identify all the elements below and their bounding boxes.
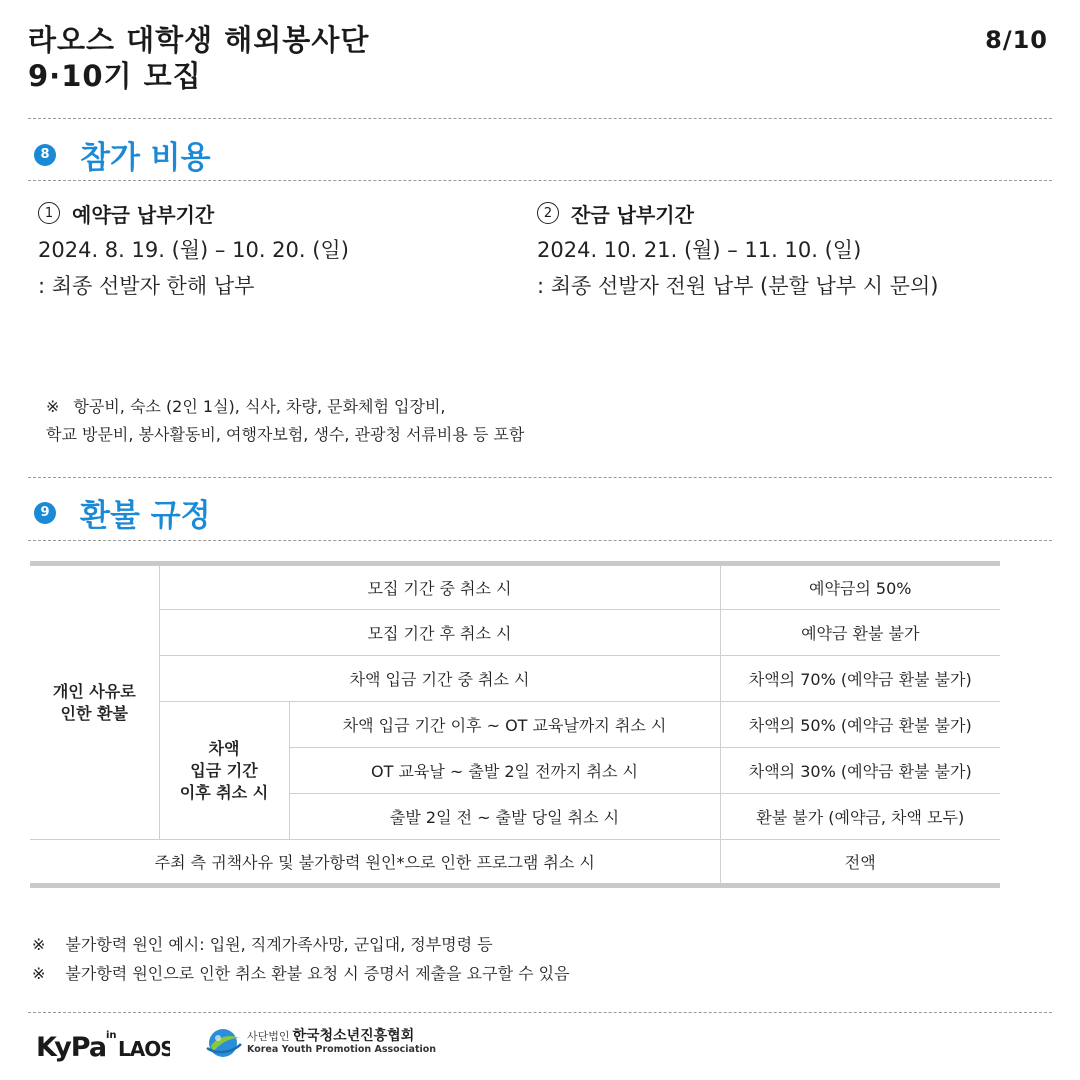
divider	[28, 118, 1052, 119]
title-line-1: 라오스 대학생 해외봉사단	[28, 23, 370, 57]
page-title	[28, 22, 369, 94]
deposit-period: 2024. 8. 19. (월) – 10. 20. (일)	[38, 238, 349, 262]
title-line-2: 9·10기 모집	[28, 59, 202, 93]
condition-cell: OT 교육날 ~ 출발 2일 전까지 취소 시	[289, 748, 720, 794]
balance-heading	[537, 198, 938, 228]
table-row	[30, 610, 1000, 656]
includes-line-2: 학교 방문비, 봉사활동비, 여행자보험, 생수, 관광청 서류비용 등 포함	[46, 425, 525, 444]
organizer-cancel-condition-cell: 주최 측 귀책사유 및 불가항력 원인*으로 인한 프로그램 취소 시	[30, 840, 720, 886]
balance-period: 2024. 10. 21. (월) – 11. 10. (일)	[537, 238, 862, 262]
balance-period-block	[537, 198, 938, 300]
svg-text:LAOS: LAOS	[118, 1037, 170, 1061]
assoc-name-en: Korea Youth Promotion Association	[247, 1043, 437, 1055]
refund-cell: 환불 불가 (예약금, 차액 모두)	[720, 794, 1000, 840]
condition-cell: 출발 2일 전 ~ 출발 당일 취소 시	[289, 794, 720, 840]
divider	[28, 477, 1052, 478]
cost-includes-note	[46, 393, 524, 449]
circled-number-marker: 2	[537, 202, 559, 224]
personal-reason-group-cell: 개인 사유로 인한 환불	[30, 564, 159, 840]
kypa-in-laos-logo	[36, 1024, 170, 1064]
deposit-note: : 최종 선발자 한해 납부	[38, 274, 255, 298]
section-8-header	[34, 132, 211, 177]
refund-policy-table	[30, 561, 1000, 888]
includes-line-1: ※ 항공비, 숙소 (2인 1실), 식사, 차량, 문화체험 입장비,	[46, 397, 446, 416]
organizer-cancel-refund-cell: 전액	[720, 840, 1000, 886]
reference-mark: ※	[32, 935, 46, 954]
deposit-period-block	[38, 198, 349, 300]
section-number-badge: 9	[34, 502, 56, 524]
condition-cell: 차액 입금 기간 중 취소 시	[159, 656, 720, 702]
after-balance-subgroup-cell: 차액 입금 기간 이후 취소 시	[159, 702, 289, 840]
refund-note-1: ※ 불가항력 원인 예시: 입원, 직계가족사망, 군입대, 정부명령 등	[32, 935, 493, 954]
refund-cell: 예약금의 50%	[720, 564, 1000, 610]
table-row	[30, 564, 1000, 610]
assoc-name-ko: 한국청소년진흥협회	[292, 1028, 415, 1045]
deposit-heading	[38, 198, 349, 228]
condition-cell: 모집 기간 후 취소 시	[159, 610, 720, 656]
divider	[28, 1012, 1052, 1013]
refund-cell: 차액의 30% (예약금 환불 불가)	[720, 748, 1000, 794]
section-9-header	[34, 490, 211, 535]
kypa-logo-icon	[36, 1024, 170, 1064]
balance-note: : 최종 선발자 전원 납부 (분할 납부 시 문의)	[537, 274, 939, 298]
globe-swoosh-icon	[203, 1024, 243, 1060]
refund-cell: 차액의 70% (예약금 환불 불가)	[720, 656, 1000, 702]
korea-youth-promotion-association-logo	[203, 1024, 436, 1060]
refund-cell: 차액의 50% (예약금 환불 불가)	[720, 702, 1000, 748]
divider	[28, 540, 1052, 541]
refund-note-2: ※ 불가항력 원인으로 인한 취소 환불 요청 시 증명서 제출을 요구할 수 있음	[32, 964, 570, 983]
svg-text:in: in	[106, 1030, 117, 1041]
refund-notes	[32, 930, 570, 988]
section-title: 환불 규정	[80, 498, 211, 534]
table-row	[30, 840, 1000, 886]
divider	[28, 180, 1052, 181]
table-row	[30, 656, 1000, 702]
condition-cell: 모집 기간 중 취소 시	[159, 564, 720, 610]
table-row	[30, 702, 1000, 748]
assoc-prefix: 사단법인	[247, 1030, 290, 1044]
svg-text:KyPa: KyPa	[36, 1032, 107, 1063]
refund-cell: 예약금 환불 불가	[720, 610, 1000, 656]
deposit-title: 예약금 납부기간	[72, 202, 215, 227]
circled-number-marker: 1	[38, 202, 60, 224]
section-title: 참가 비용	[80, 140, 211, 176]
reference-mark: ※	[32, 964, 46, 983]
reference-mark: ※	[46, 397, 60, 416]
condition-cell: 차액 입금 기간 이후 ~ OT 교육날까지 취소 시	[289, 702, 720, 748]
page-indicator: 8/10	[985, 26, 1048, 54]
section-number-badge: 8	[34, 144, 56, 166]
balance-title: 잔금 납부기간	[571, 202, 694, 227]
